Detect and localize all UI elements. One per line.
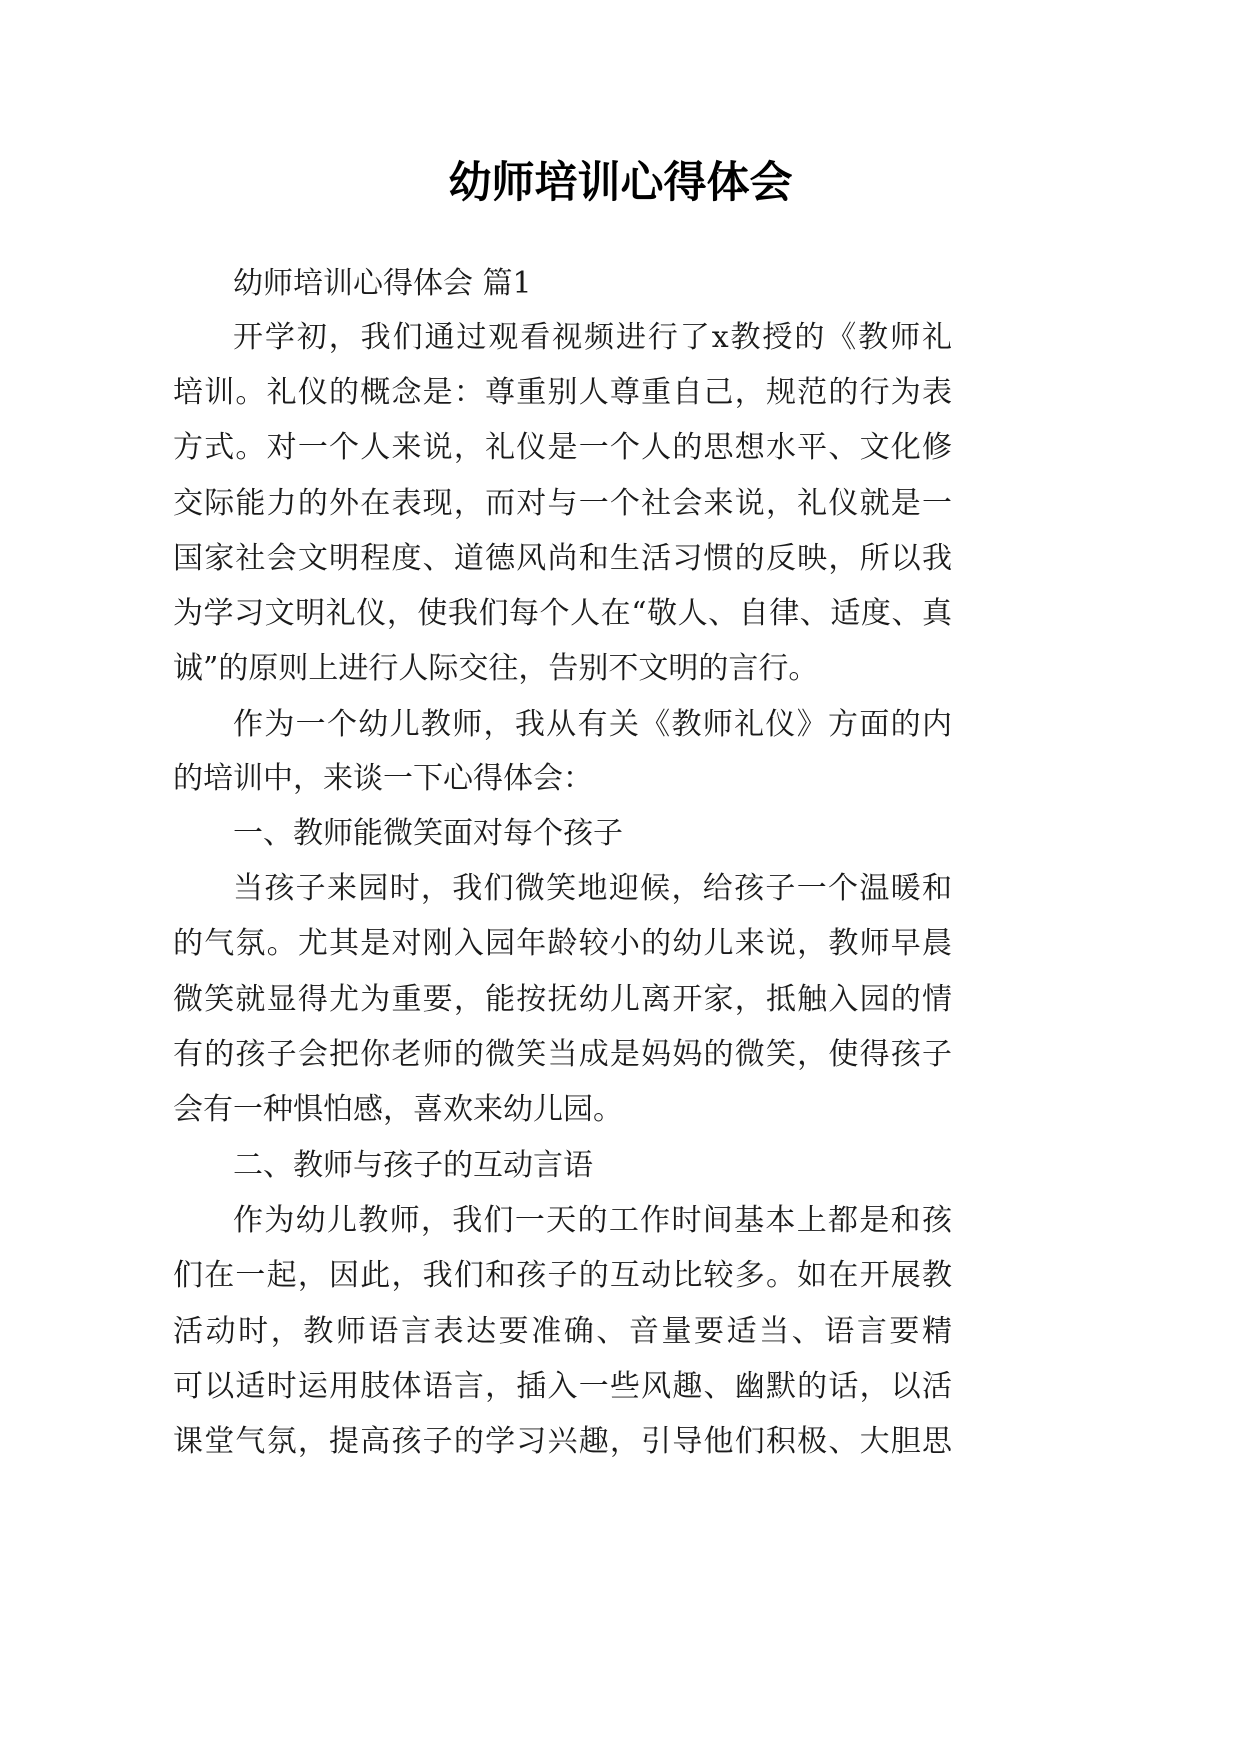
- body-line: 国家社会文明程度、道德风尚和生活习惯的反映，所以我: [173, 541, 952, 576]
- body-line: 交际能力的外在表现，而对与一个社会来说，礼仪就是一: [173, 486, 952, 521]
- body-line: 课堂气氛，提高孩子的学习兴趣，引导他们积极、大胆思: [173, 1424, 952, 1459]
- body-line: 诚”的原则上进行人际交往，告别不文明的言行。: [173, 651, 819, 686]
- body-line: 们在一起，因此，我们和孩子的互动比较多。如在开展教: [173, 1258, 952, 1293]
- body-line: 活动时，教师语言表达要准确、音量要适当、语言要精: [173, 1314, 952, 1349]
- body-line: 有的孩子会把你老师的微笑当成是妈妈的微笑，使得孩子: [173, 1037, 952, 1072]
- body-line: 微笑就显得尤为重要，能按抚幼儿离开家，抵触入园的情: [173, 982, 952, 1017]
- body-line: 方式。对一个人来说，礼仪是一个人的思想水平、文化修: [173, 430, 952, 465]
- body-line: 作为一个幼儿教师，我从有关《教师礼仪》方面的内: [233, 707, 952, 742]
- body-line: 二、教师与孩子的互动言语: [233, 1148, 593, 1183]
- body-line: 为学习文明礼仪，使我们每个人在“敬人、自律、适度、真: [173, 596, 952, 631]
- body-line: 的气氛。尤其是对刚入园年龄较小的幼儿来说，教师早晨: [173, 926, 952, 961]
- body-line: 培训。礼仪的概念是：尊重别人尊重自己，规范的行为表: [173, 375, 952, 410]
- body-line: 当孩子来园时，我们微笑地迎候，给孩子一个温暖和: [233, 871, 952, 906]
- document-title: 幼师培训心得体会: [448, 158, 793, 208]
- body-line: 一、教师能微笑面对每个孩子: [233, 816, 623, 851]
- section-heading: 幼师培训心得体会 篇1: [233, 266, 532, 301]
- body-line: 开学初，我们通过观看视频进行了x教授的《教师礼: [233, 320, 952, 355]
- body-line: 会有一种惧怕感，喜欢来幼儿园。: [173, 1092, 623, 1127]
- body-line: 可以适时运用肢体语言，插入一些风趣、幽默的话，以活: [173, 1369, 952, 1404]
- body-line: 作为幼儿教师，我们一天的工作时间基本上都是和孩: [233, 1203, 952, 1238]
- body-line: 的培训中，来谈一下心得体会：: [173, 761, 593, 796]
